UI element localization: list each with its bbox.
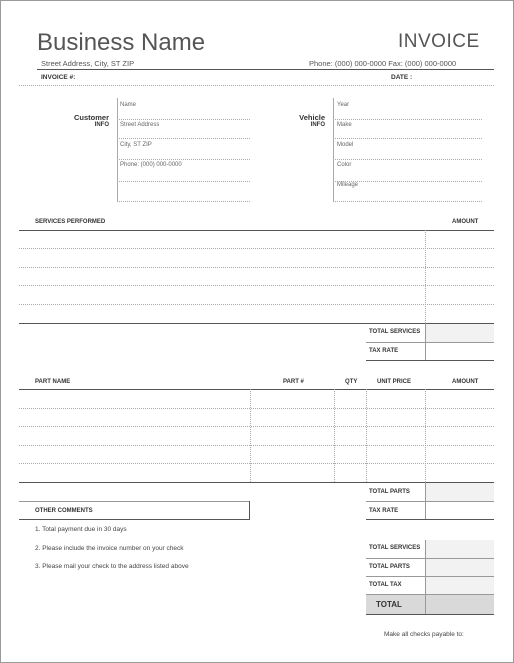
invoice-number-label: INVOICE #: — [41, 74, 76, 81]
vehicle-year-field[interactable]: Year — [337, 102, 350, 108]
vehicle-field-rule — [333, 119, 482, 120]
services-header-label: SERVICES PERFORMED — [35, 219, 106, 225]
customer-label: Customer — [73, 113, 109, 122]
comments-top-rule — [19, 501, 250, 502]
comment-line-1[interactable]: 1. Total payment due in 30 days — [35, 526, 127, 533]
grand-total-label: TOTAL — [376, 600, 402, 609]
summary-rule — [366, 614, 494, 615]
summary-rule — [366, 594, 494, 595]
customer-field-rule — [117, 201, 250, 202]
parts-unit-price-header: UNIT PRICE — [377, 379, 412, 385]
vehicle-field-rule — [333, 201, 482, 202]
customer-phone-field[interactable]: Phone: (000) 000-0000 — [120, 162, 182, 168]
parts-qty-header: QTY — [345, 379, 358, 385]
summary-divider — [425, 540, 426, 614]
business-address[interactable]: Street Address, City, ST ZIP — [41, 59, 135, 68]
vehicle-model-field[interactable]: Model — [337, 142, 354, 148]
services-bottom-rule — [19, 323, 494, 324]
service-row[interactable] — [19, 268, 425, 285]
summary-divider — [425, 482, 426, 520]
service-row[interactable] — [19, 231, 425, 248]
summary-rule — [366, 519, 494, 520]
summary-rule — [366, 576, 494, 577]
part-row[interactable] — [19, 409, 494, 426]
parts-name-header: PART NAME — [35, 379, 71, 385]
total-parts-value[interactable] — [426, 483, 494, 501]
summary-total-services-label: TOTAL SERVICES — [369, 545, 421, 551]
customer-info-label: INFO — [94, 122, 109, 128]
invoice-number-field[interactable] — [91, 72, 351, 83]
comments-label: OTHER COMMENTS — [35, 508, 93, 514]
business-phone-fax[interactable]: Phone: (000) 000-0000 Fax: (000) 000-0000 — [309, 59, 457, 68]
date-field[interactable] — [421, 72, 493, 83]
vehicle-color-field[interactable]: Color — [337, 162, 352, 168]
summary-total-tax-value[interactable] — [426, 577, 494, 594]
parts-bottom-rule — [19, 482, 494, 483]
service-row[interactable] — [19, 305, 425, 322]
service-row[interactable] — [19, 249, 425, 266]
summary-total-tax-label: TOTAL TAX — [369, 582, 402, 588]
services-tax-label: TAX RATE — [369, 348, 399, 354]
total-services-value[interactable] — [426, 324, 494, 342]
summary-total-parts-label: TOTAL PARTS — [369, 564, 410, 570]
vehicle-make-field[interactable]: Make — [337, 122, 352, 128]
payable-to-note: Make all checks payable to: — [384, 631, 464, 638]
vehicle-box-border — [333, 98, 334, 202]
business-name[interactable]: Business Name — [37, 29, 206, 56]
parts-number-header: PART # — [283, 379, 304, 385]
invoice-row-divider — [19, 85, 494, 86]
vehicle-label: Vehicle — [299, 113, 325, 122]
invoice-title: INVOICE — [398, 31, 480, 52]
customer-extra-field[interactable] — [120, 184, 248, 196]
services-column-divider — [425, 230, 426, 323]
customer-field-rule — [117, 159, 250, 160]
parts-tax-rate-value[interactable] — [426, 502, 494, 519]
service-row[interactable] — [19, 286, 425, 303]
vehicle-field-rule — [333, 138, 482, 139]
summary-rule — [366, 558, 494, 559]
customer-field-rule — [117, 181, 250, 182]
summary-rule — [366, 360, 494, 361]
part-row[interactable] — [19, 390, 494, 407]
summary-divider — [425, 323, 426, 361]
comment-line-3[interactable]: 3. Please mail your check to the address listed above — [35, 563, 189, 570]
vehicle-info-label: INFO — [310, 122, 325, 128]
part-row[interactable] — [19, 464, 494, 481]
comments-bottom-rule — [19, 519, 250, 520]
customer-box-border — [117, 98, 118, 202]
vehicle-field-rule — [333, 159, 482, 160]
vehicle-mileage-field[interactable]: Mileage — [337, 182, 359, 188]
part-row[interactable] — [19, 446, 494, 463]
parts-amount-header: AMOUNT — [452, 379, 479, 385]
services-tax-rate-value[interactable] — [426, 343, 494, 360]
services-total-label: TOTAL SERVICES — [369, 329, 421, 335]
customer-street-field[interactable]: Street Address — [120, 122, 160, 128]
parts-total-label: TOTAL PARTS — [369, 489, 410, 495]
comment-line-2[interactable]: 2. Please include the invoice number on your check — [35, 545, 184, 552]
customer-city-field[interactable]: City, ST ZIP — [120, 142, 152, 148]
part-row[interactable] — [19, 427, 494, 444]
services-amount-header: AMOUNT — [452, 219, 479, 225]
parts-tax-label: TAX RATE — [369, 508, 399, 514]
customer-name-field[interactable]: Name — [120, 102, 137, 108]
header-rule — [37, 69, 494, 70]
summary-total-parts-value[interactable] — [426, 559, 494, 576]
customer-field-rule — [117, 138, 250, 139]
summary-total-services-value[interactable] — [426, 540, 494, 558]
customer-field-rule — [117, 119, 250, 120]
comments-right-border — [249, 501, 250, 520]
date-label: DATE : — [391, 74, 413, 81]
